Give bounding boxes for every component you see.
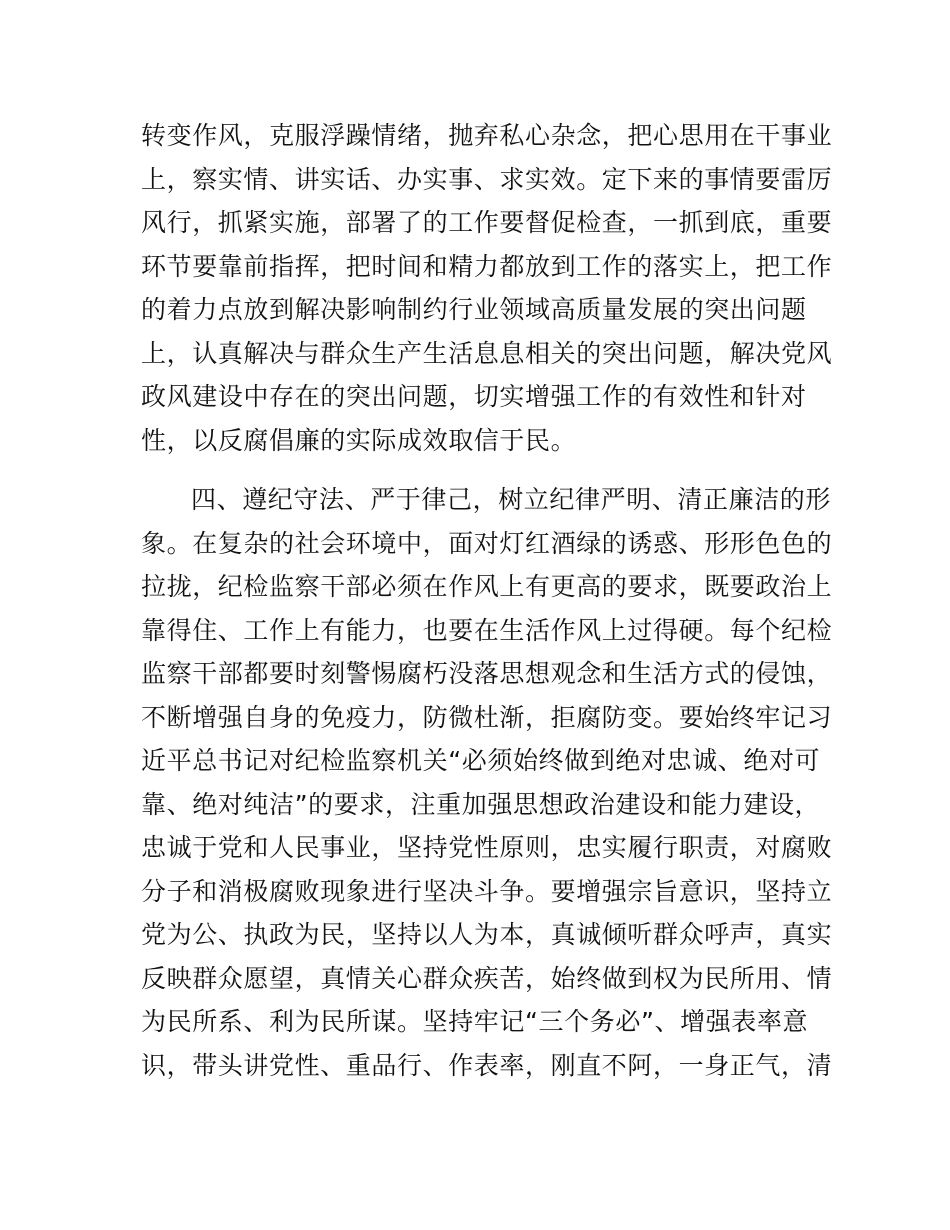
text-line: 的着力点放到解决影响制约行业领域高质量发展的突出问题: [141, 295, 807, 324]
text-line: 风行，抓紧实施，部署了的工作要督促检查，一抓到底，重要: [141, 208, 833, 237]
text-line: 拉拢，纪检监察干部必须在作风上有更高的要求，既要政治上: [141, 572, 833, 601]
text-line: 反映群众愿望，真情关心群众疾苦，始终做到权为民所用、情: [141, 963, 833, 993]
text-line: 环节要靠前指挥，把时间和精力都放到工作的落实上，把工作: [141, 251, 833, 281]
text-line: 党为公、执政为民，坚持以人为本，真诚倾听群众呼声，真实: [141, 920, 833, 949]
text-line: 上，认真解决与群众生产生活息息相关的突出问题，解决党风: [141, 338, 833, 368]
text-line: 分子和消极腐败现象进行坚决斗争。要增强宗旨意识，坚持立: [141, 876, 833, 906]
text-line: 转变作风，克服浮躁情绪，抛弃私心杂念，把心思用在干事业: [141, 121, 833, 150]
text-line: 四、遵纪守法、严于律己，树立纪律严明、清正廉洁的形: [191, 485, 832, 514]
text-line: 上，察实情、讲实话、办实事、求实效。定下来的事情要雷厉: [141, 164, 833, 194]
paragraph-2: [141, 478, 833, 1087]
text-line: 为民所系、利为民所谋。坚持牢记“三个务必”、增强表率意: [141, 1007, 809, 1036]
text-line: 靠、绝对纯洁”的要求，注重加强思想政治建设和能力建设，: [141, 789, 821, 819]
text-line: 忠诚于党和人民事业，坚持党性原则，忠实履行职责，对腐败: [141, 833, 833, 862]
text-line: 不断增强自身的免疫力，防微杜渐，拒腐防变。要始终牢记习: [141, 702, 833, 732]
text-line: 监察干部都要时刻警惕腐朽没落思想观念和生活方式的侵蚀，: [141, 659, 833, 688]
text-line: 靠得住、工作上有能力，也要在生活作风上过得硬。每个纪检: [141, 615, 833, 645]
text-line: 象。在复杂的社会环境中，面对灯红酒绿的诱惑、形形色色的: [141, 528, 833, 558]
text-line: 政风建设中存在的突出问题，切实增强工作的有效性和针对: [141, 382, 807, 411]
text-line: 识，带头讲党性、重品行、作表率，刚直不阿，一身正气，清: [141, 1050, 833, 1080]
text-line: 性，以反腐倡廉的实际成效取信于民。: [141, 425, 577, 455]
text-line: 近平总书记对纪检监察机关“必须始终做到绝对忠诚、绝对可: [141, 746, 821, 775]
paragraph-1: [141, 114, 833, 462]
